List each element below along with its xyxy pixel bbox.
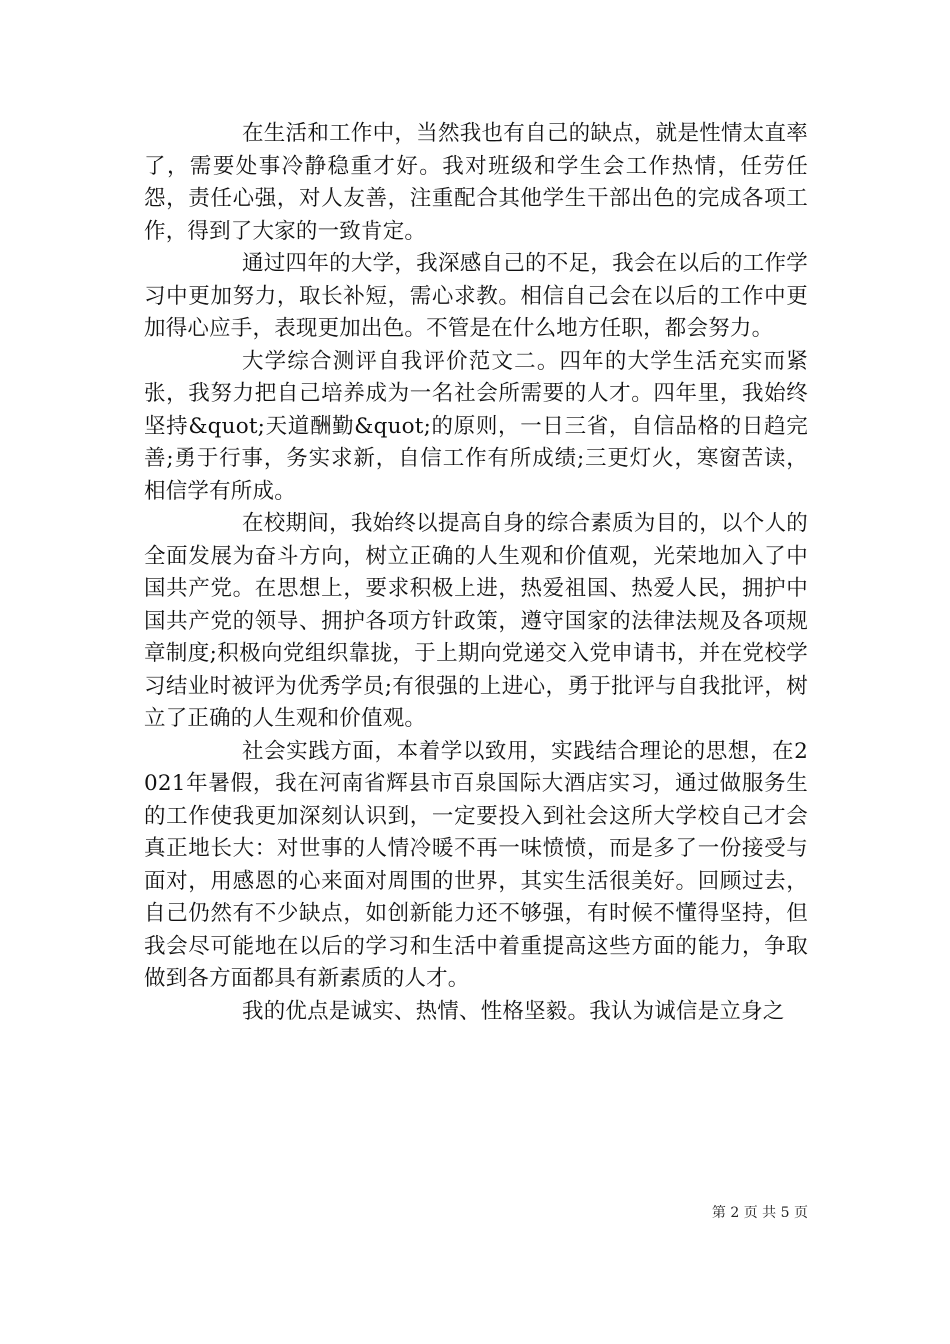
paragraph-shortcomings: 在生活和工作中，当然我也有自己的缺点，就是性情太直率了，需要处事冷静稳重才好。我对班级和学生会工作热情，任劳任怨，责任心强，对人友善，注重配合其他学生干部出色的完成各项工作，得到了大家的一致肯定。 <box>144 121 808 244</box>
page-number-footer: 第 2 页 共 5 页 <box>711 1205 808 1221</box>
paragraph-sample-two-intro: 大学综合测评自我评价范文二。四年的大学生活充实而紧张，我努力把自己培养成为一名社会所需要的人才。四年里，我始终坚持&quot;天道酬勤&quot;的原则，一日三省，自信品格的日趋完善;勇于行事，务实求新，自信工作有所成绩;三更灯火，寒窗苦读，相信学有所成。 <box>144 348 808 504</box>
paragraph-strengths: 我的优点是诚实、热情、性格坚毅。我认为诚信是立身之 <box>242 998 785 1024</box>
paragraph-self-improvement: 通过四年的大学，我深感自己的不足，我会在以后的工作学习中更加努力，取长补短，需心求教。相信自己会在以后的工作中更加得心应手，表现更加出色。不管是在什么地方任职，都会努力。 <box>144 251 808 341</box>
paragraph-school-period: 在校期间，我始终以提高自身的综合素质为目的，以个人的全面发展为奋斗方向，树立正确的人生观和价值观，光荣地加入了中国共产党。在思想上，要求积极上进，热爱祖国、热爱人民，拥护中国共产党的领导、拥护各项方针政策，遵守国家的法律法规及各项规章制度;积极向党组织靠拢，于上期向党递交入党申请书，并在党校学习结业时被评为优秀学员;有很强的上进心，勇于批评与自我批评，树立了正确的人生观和价值观。 <box>144 511 808 731</box>
document-body <box>144 118 808 1028</box>
paragraph-social-practice: 社会实践方面，本着学以致用，实践结合理论的思想，在2021年暑假，我在河南省辉县市百泉国际大酒店实习，通过做服务生的工作使我更加深刻认识到，一定要投入到社会这所大学校自己才会真正地长大：对世事的人情冷暖不再一味愤愤，而是多了一份接受与面对，用感恩的心来面对周围的世界，其实生活很美好。回顾过去，自己仍然有不少缺点，如创新能力还不够强，有时候不懂得坚持，但我会尽可能地在以后的学习和生活中着重提高这些方面的能力，争取做到各方面都具有新素质的人才。 <box>144 738 808 991</box>
